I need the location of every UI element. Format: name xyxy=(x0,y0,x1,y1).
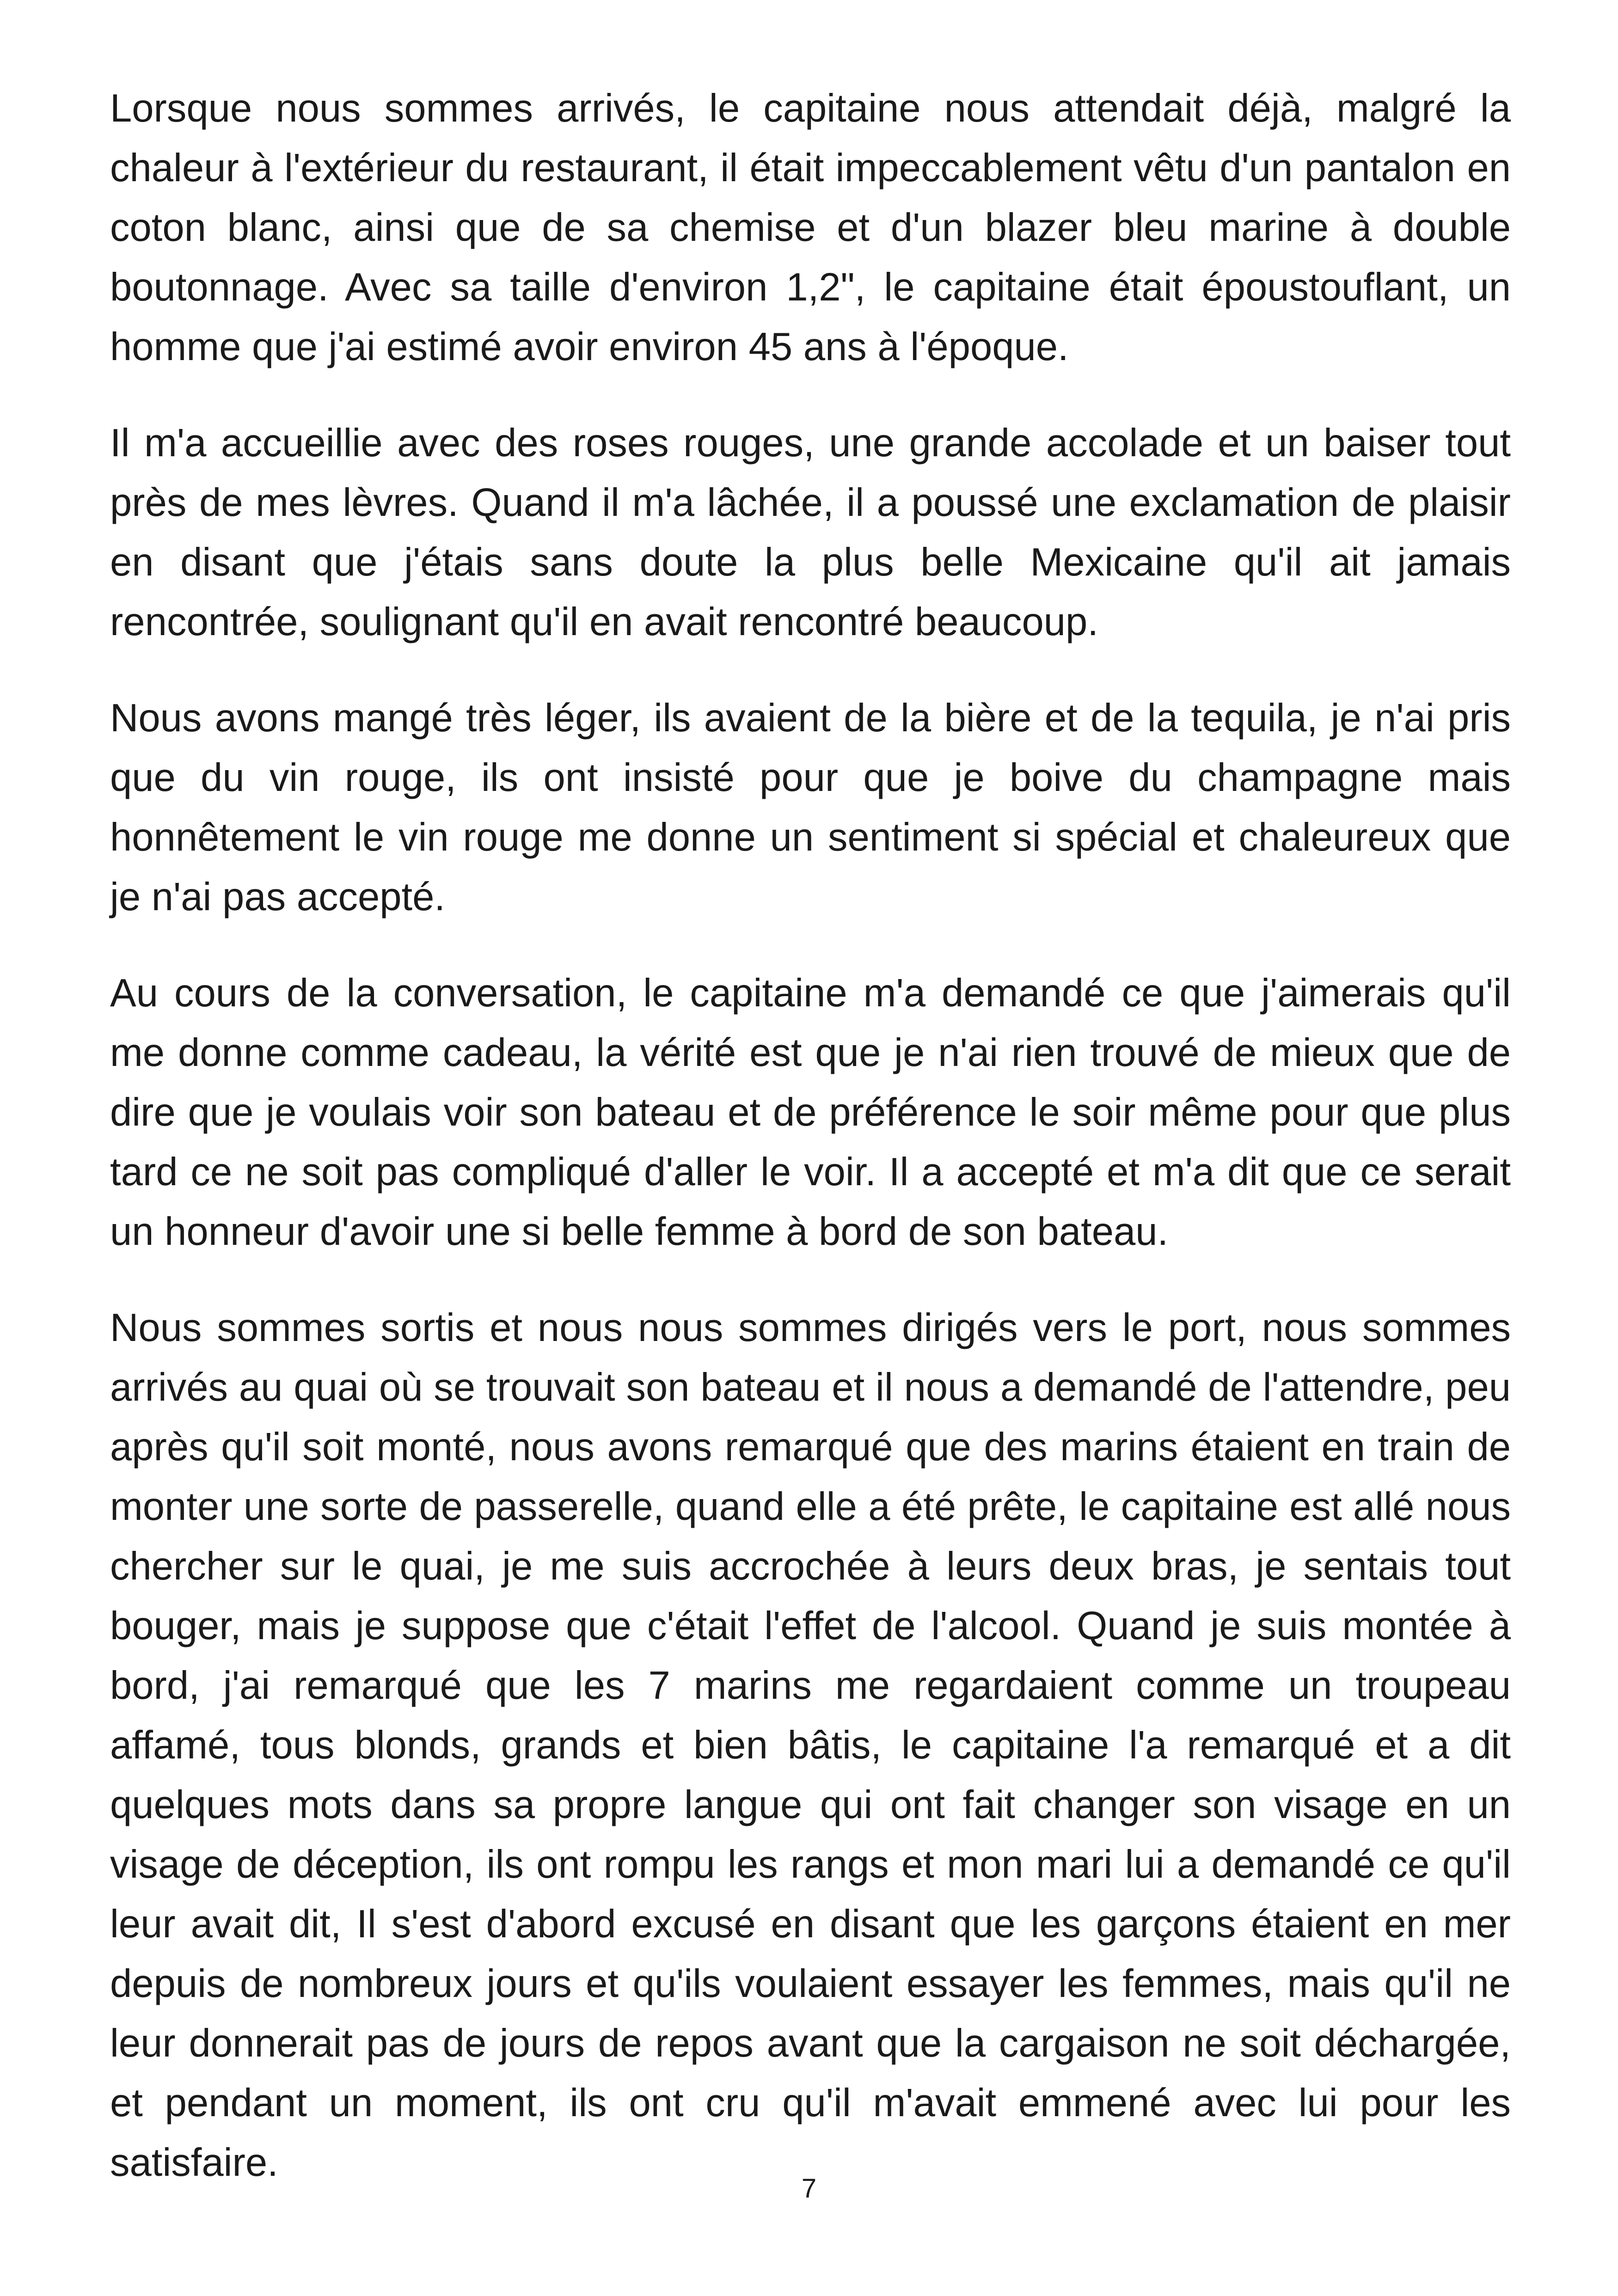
body-text xyxy=(110,79,1511,2192)
page-number: 7 xyxy=(801,2174,817,2204)
paragraph-3: Nous avons mangé très léger, ils avaient de la bière et de la tequila, je n'ai pris que du vin rouge, ils ont insisté pour que je boive du champagne mais honnêtement le vin rouge me donne un sentiment si spécial et chaleureux que je n'ai pas accepté. xyxy=(110,696,1511,919)
paragraph-1: Lorsque nous sommes arrivés, le capitaine nous attendait déjà, malgré la chaleur à l'extérieur du restaurant, il était impeccablement vêtu d'un pantalon en coton blanc, ainsi que de sa chemise et d'un blazer bleu marine à double boutonnage. Avec sa taille d'environ 1,2", le capitaine était époustouflant, un homme que j'ai estimé avoir environ 45 ans à l'époque. xyxy=(110,86,1511,369)
paragraph-2: Il m'a accueillie avec des roses rouges, une grande accolade et un baiser tout près de mes lèvres. Quand il m'a lâchée, il a poussé une exclamation de plaisir en disant que j'étais sans doute la plus belle Mexicaine qu'il ait jamais rencontrée, soulignant qu'il en avait rencontré beaucoup. xyxy=(110,421,1511,644)
paragraph-5: Nous sommes sortis et nous nous sommes dirigés vers le port, nous sommes arrivés au quai où se trouvait son bateau et il nous a demandé de l'attendre, peu après qu'il soit monté, nous avons remarqué que des marins étaient en train de monter une sorte de passerelle, quand elle a été prête, le capitaine est allé nous chercher sur le quai, je me suis accrochée à leurs deux bras, je sentais tout bouger, mais je suppose que c'était l'effet de l'alcool. Quand je suis montée à bord, j'ai remarqué que les 7 marins me regardaient comme un troupeau affamé, tous blonds, grands et bien bâtis, le capitaine l'a remarqué et a dit quelques mots dans sa propre langue qui ont fait changer son visage en un visage de déception, ils ont rompu les rangs et mon mari lui a demandé ce qu'il leur avait dit, Il s'est d'abord excusé en disant que les garçons étaient en mer depuis de nombreux jours et qu'ils voulaient essayer les femmes, mais qu'il ne leur donnerait pas de jours de repos avant que la cargaison ne soit déchargée, et pendant un moment, ils ont cru qu'il m'avait emmené avec lui pour les satisfaire. xyxy=(110,1306,1511,2185)
paragraph-4: Au cours de la conversation, le capitaine m'a demandé ce que j'aimerais qu'il me donne comme cadeau, la vérité est que je n'ai rien trouvé de mieux que de dire que je voulais voir son bateau et de préférence le soir même pour que plus tard ce ne soit pas compliqué d'aller le voir. Il a accepté et m'a dit que ce serait un honneur d'avoir une si belle femme à bord de son bateau. xyxy=(110,971,1511,1254)
